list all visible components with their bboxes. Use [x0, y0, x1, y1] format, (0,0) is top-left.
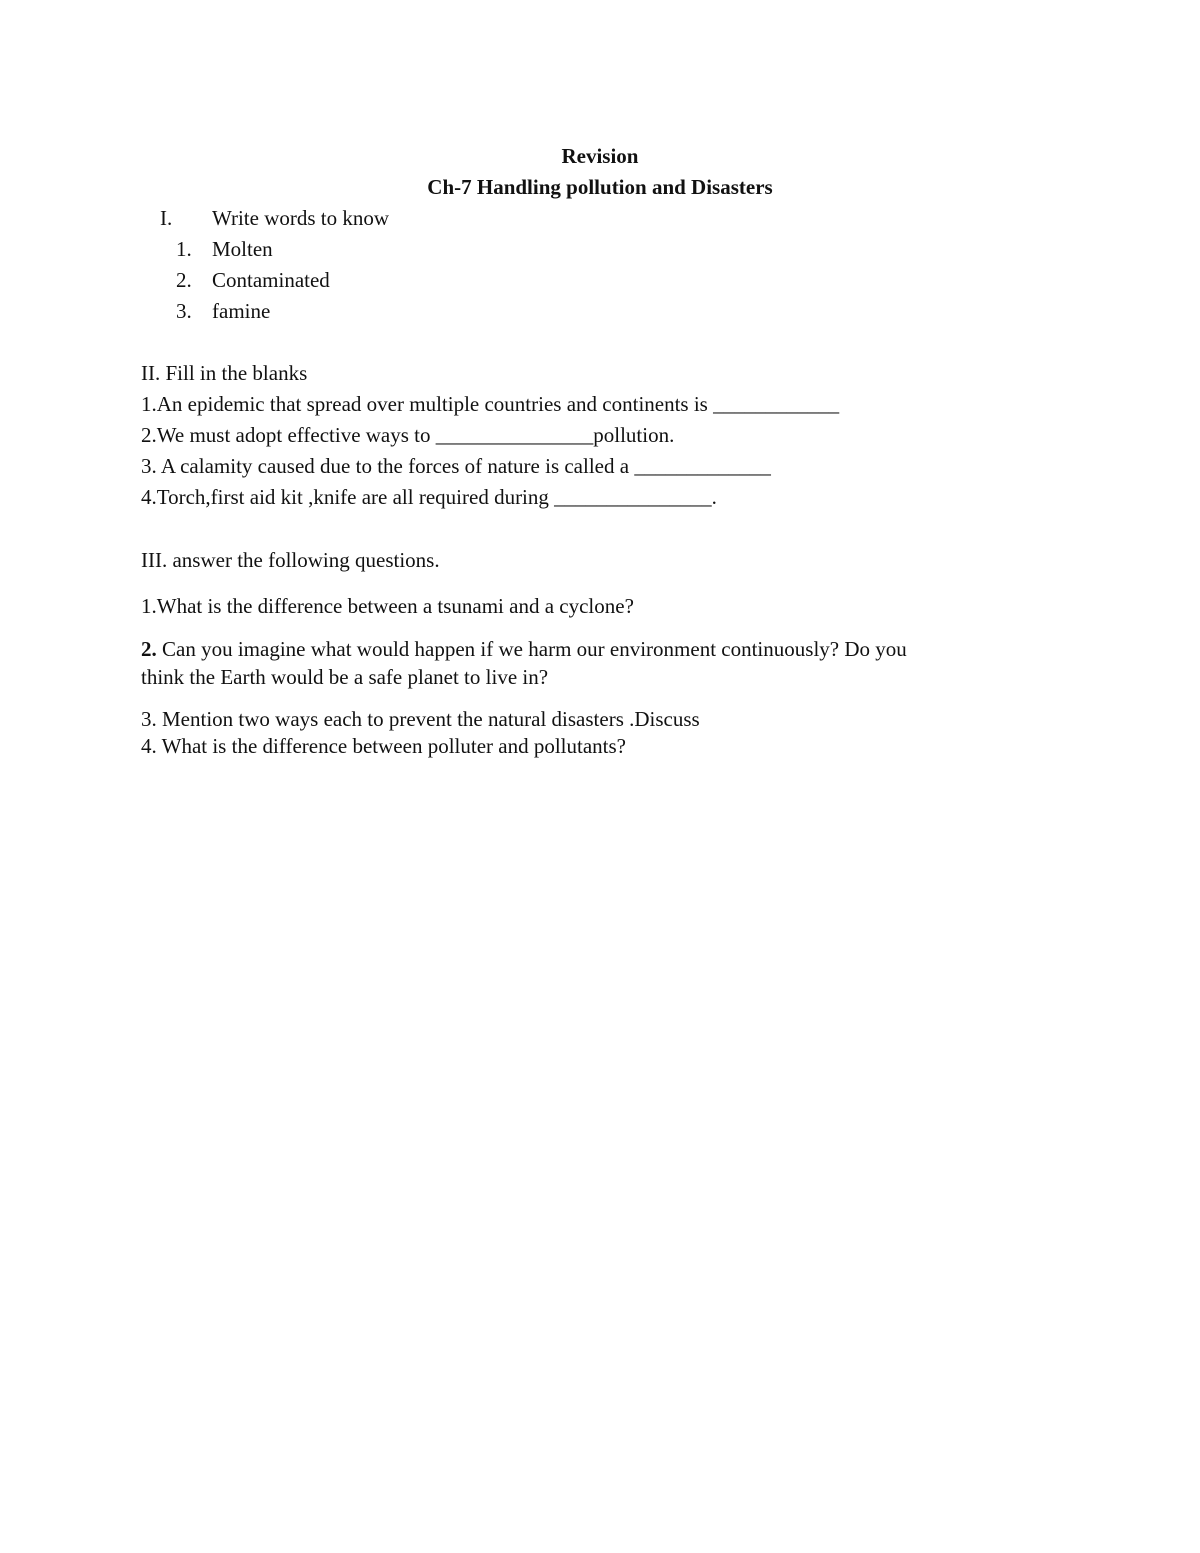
section-1-heading: Write words to know: [212, 206, 390, 230]
list-item-number: 2.: [176, 268, 192, 292]
section-2-heading: II. Fill in the blanks: [141, 361, 308, 385]
fill-blank-item: 4.Torch,first aid kit ,knife are all required during _______________.: [141, 485, 717, 509]
list-item-number: 1.: [176, 237, 192, 261]
question-3: 3. Mention two ways each to prevent the natural disasters .Discuss: [141, 707, 700, 731]
page-title: Revision: [561, 144, 639, 168]
section-3-heading: III. answer the following questions.: [141, 548, 440, 572]
question-2-number: 2.: [141, 637, 157, 661]
question-1: 1.What is the difference between a tsunami and a cyclone?: [141, 594, 634, 618]
question-2: [141, 636, 907, 662]
fill-blank-item: 3. A calamity caused due to the forces of nature is called a _____________: [141, 454, 771, 478]
fill-blank-item: 2.We must adopt effective ways to _______________pollution.: [141, 423, 675, 447]
list-item: Molten: [212, 237, 273, 261]
section-1-marker: I.: [160, 206, 173, 230]
list-item-number: 3.: [176, 299, 192, 323]
question-2-continuation: think the Earth would be a safe planet to live in?: [141, 665, 549, 689]
question-4: 4. What is the difference between polluter and pollutants?: [141, 734, 626, 758]
list-item: Contaminated: [212, 268, 330, 292]
list-item: famine: [212, 299, 271, 323]
fill-blank-item: 1.An epidemic that spread over multiple countries and continents is ____________: [141, 392, 840, 416]
chapter-title: Ch-7 Handling pollution and Disasters: [427, 175, 773, 199]
question-2-text: Can you imagine what would happen if we harm our environment continuously? Do you: [156, 637, 907, 661]
